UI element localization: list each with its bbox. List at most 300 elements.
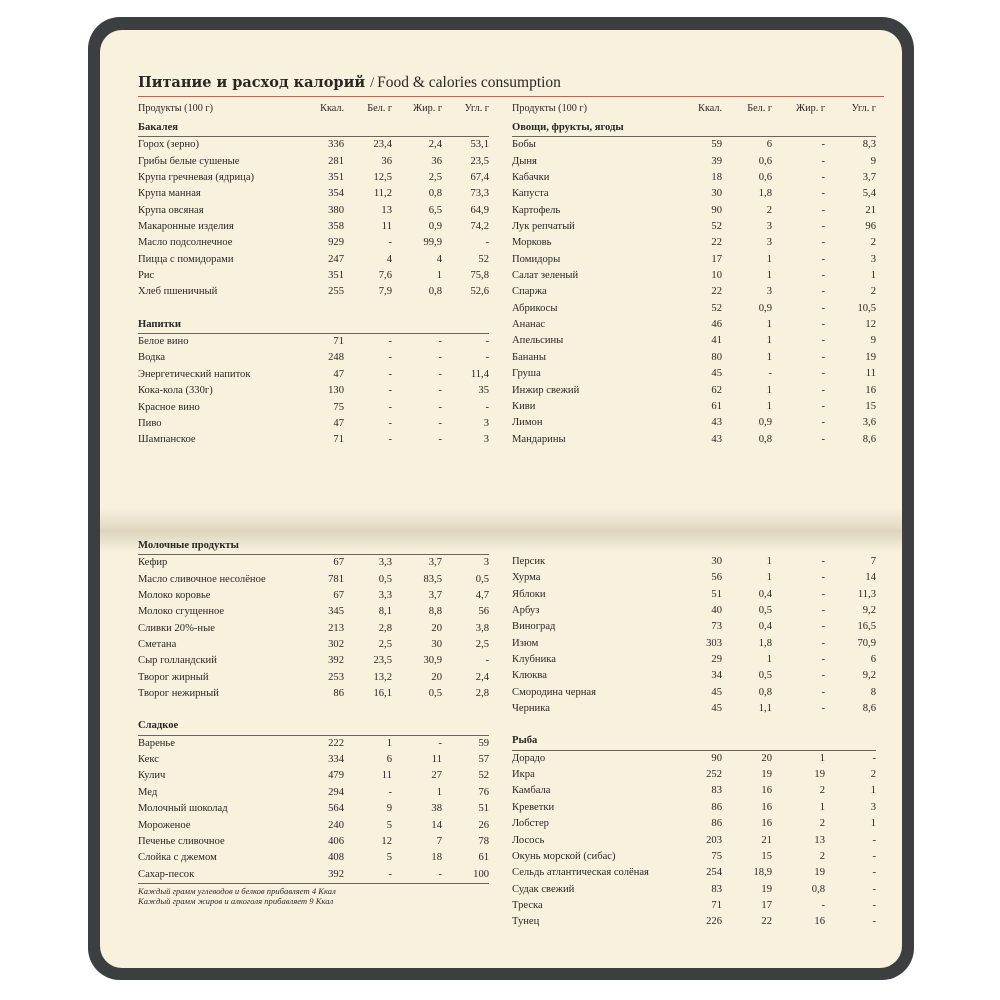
table-row <box>512 914 876 930</box>
protein-value: 3,3 <box>378 590 392 602</box>
section-spacer <box>138 301 489 317</box>
carbs-value: 57 <box>478 754 490 766</box>
protein-value: 7,6 <box>378 270 392 282</box>
product-name: Печенье сливочное <box>138 835 225 847</box>
carbs-value: 3 <box>870 801 876 813</box>
product-name: Помидоры <box>512 253 561 265</box>
product-name: Бобы <box>512 139 536 151</box>
carbs-value: - <box>872 883 876 895</box>
product-name: Лук репчатый <box>512 221 575 233</box>
carbs-value: 3,6 <box>862 417 876 429</box>
table-row <box>512 833 876 849</box>
protein-value: 8,1 <box>378 606 392 618</box>
kcal-value: 247 <box>328 253 344 265</box>
product-name: Треска <box>512 899 543 911</box>
fat-value: 4 <box>436 253 442 265</box>
table-row <box>512 554 876 570</box>
section-spacer <box>512 717 876 733</box>
section-header-row <box>138 120 489 137</box>
product-name: Ананас <box>512 319 546 331</box>
protein-value: 0,4 <box>758 588 772 600</box>
protein-value: 2 <box>766 204 772 216</box>
fat-value: - <box>821 433 825 445</box>
table-row <box>138 735 489 752</box>
product-name: Груша <box>512 368 541 380</box>
kcal-value: 45 <box>711 368 722 380</box>
kcal-value: 255 <box>328 286 344 298</box>
kcal-value: 62 <box>711 384 722 396</box>
protein-value: 5 <box>386 819 392 831</box>
fat-value: - <box>438 336 442 348</box>
carbs-value: - <box>485 237 489 249</box>
section-header-row <box>512 120 876 137</box>
kcal-value: 86 <box>333 688 344 700</box>
carbs-value: 9 <box>870 155 876 167</box>
product-name: Апельсины <box>512 335 564 347</box>
kcal-value: 52 <box>711 221 722 233</box>
carbs-value: 3 <box>483 417 489 429</box>
kcal-value: 392 <box>328 655 344 667</box>
table-row <box>512 137 876 154</box>
table-row <box>138 268 489 284</box>
fat-value: 2 <box>819 850 825 862</box>
product-name: Пиво <box>138 417 162 429</box>
kcal-value: 392 <box>328 868 344 880</box>
carbs-value: - <box>872 850 876 862</box>
col-header-fat: Жир. г <box>796 103 825 114</box>
carbs-value: 100 <box>473 868 490 880</box>
table-row <box>138 137 489 154</box>
product-name: Крупа овсяная <box>138 204 204 216</box>
protein-value: 2,8 <box>378 622 392 634</box>
carbs-value: 16,5 <box>857 621 876 633</box>
kcal-value: 67 <box>333 590 344 602</box>
protein-value: 19 <box>761 769 772 781</box>
product-name: Мед <box>138 786 158 798</box>
product-name: Масло сливочное несолёное <box>138 573 266 585</box>
section-spacer <box>512 538 876 554</box>
carbs-value: - <box>485 401 489 413</box>
fat-value: - <box>821 221 825 233</box>
product-name: Лимон <box>512 417 543 429</box>
product-name: Белое вино <box>138 336 189 348</box>
kcal-value: 61 <box>711 400 722 412</box>
kcal-value: 47 <box>333 417 344 429</box>
col-header-fat: Жир. г <box>413 103 442 114</box>
fat-value: - <box>821 572 825 584</box>
protein-value: 12,5 <box>373 172 392 184</box>
protein-value: 1 <box>766 351 772 363</box>
protein-value: 6 <box>766 139 772 151</box>
kcal-value: 781 <box>328 573 344 585</box>
product-name: Творог нежирный <box>138 688 219 700</box>
table-row <box>138 400 489 416</box>
protein-value: 15 <box>761 850 772 862</box>
carbs-value: 73,3 <box>470 188 489 200</box>
table-row <box>138 604 489 620</box>
page-header <box>138 72 884 97</box>
table-row <box>512 203 876 219</box>
kcal-value: 30 <box>711 188 722 200</box>
kcal-value: 408 <box>328 852 344 864</box>
table-row <box>512 685 876 701</box>
section-spacer <box>138 702 489 718</box>
title-english: Food & calories consumption <box>377 74 561 91</box>
kcal-value: 226 <box>706 916 722 928</box>
table-row <box>512 432 876 448</box>
fat-value: 27 <box>431 770 442 782</box>
carbs-value: 5,4 <box>862 188 876 200</box>
kcal-value: 929 <box>328 237 344 249</box>
product-name: Шампанское <box>138 434 196 446</box>
carbs-value: 52 <box>478 253 489 265</box>
table-row <box>138 867 489 883</box>
fat-value: - <box>821 155 825 167</box>
table-row <box>138 186 489 202</box>
protein-value: 16 <box>761 801 772 813</box>
product-name: Красное вино <box>138 401 200 413</box>
product-name: Молоко сгущенное <box>138 606 225 618</box>
fat-value: 7 <box>436 835 442 847</box>
protein-value: 2,5 <box>378 639 392 651</box>
section-title: Молочные продукты <box>138 538 489 555</box>
kcal-value: 59 <box>711 139 722 151</box>
table-row <box>512 882 876 898</box>
table-row <box>138 818 489 834</box>
fat-value: - <box>821 270 825 282</box>
protein-value: 0,9 <box>758 417 772 429</box>
col-header-carbs: Угл. г <box>851 103 876 114</box>
fat-value: 8,8 <box>428 606 442 618</box>
fat-value: - <box>821 556 825 567</box>
product-name: Слойка с джемом <box>138 852 217 864</box>
carbs-value: 11,4 <box>470 368 489 380</box>
carbs-value: 52 <box>478 770 490 782</box>
kcal-value: 354 <box>328 188 344 200</box>
product-name: Сахар-песок <box>138 868 195 880</box>
table-right-top <box>512 98 876 448</box>
fat-value: 38 <box>431 803 442 815</box>
fat-value: - <box>438 868 442 880</box>
carbs-value: 3 <box>870 253 876 265</box>
product-name: Персик <box>512 556 546 567</box>
table-row <box>512 750 876 767</box>
col-header-protein: Бел. г <box>747 103 772 114</box>
kcal-value: 213 <box>328 622 344 634</box>
table-row <box>512 767 876 783</box>
table-row <box>512 284 876 300</box>
carbs-value: 2 <box>870 237 876 249</box>
fat-value: 3,7 <box>428 590 442 602</box>
kcal-value: 67 <box>333 557 344 569</box>
fat-value: - <box>821 605 825 617</box>
table-row <box>512 816 876 832</box>
fat-value: - <box>821 621 825 633</box>
table-row <box>138 588 489 604</box>
kcal-value: 303 <box>706 637 722 649</box>
carbs-value: 0,5 <box>475 573 490 585</box>
carbs-value: 8,6 <box>862 433 876 445</box>
fat-value: 18 <box>431 852 442 864</box>
fat-value: - <box>438 417 442 429</box>
kcal-value: 281 <box>328 155 344 167</box>
carbs-value: 9,2 <box>862 670 876 682</box>
protein-value: 17 <box>761 899 772 911</box>
fat-value: - <box>821 400 825 412</box>
table-row <box>512 170 876 186</box>
product-name: Виноград <box>512 621 556 633</box>
section-header-row <box>138 538 489 555</box>
protein-value: 23,5 <box>373 655 392 667</box>
fat-value: - <box>821 204 825 216</box>
kcal-value: 86 <box>711 818 722 830</box>
table-row <box>512 898 876 914</box>
protein-value: 3 <box>766 286 772 298</box>
carbs-value: 11 <box>865 368 876 380</box>
protein-value: - <box>388 868 392 880</box>
table-row <box>512 636 876 652</box>
product-name: Пицца с помидорами <box>138 253 234 265</box>
carbs-value: 2,4 <box>475 671 490 683</box>
product-name: Варенье <box>138 737 175 749</box>
fat-value: 36 <box>431 155 442 167</box>
carbs-value: 76 <box>478 786 490 798</box>
table-row <box>512 800 876 816</box>
fat-value: - <box>821 172 825 184</box>
kcal-value: 80 <box>711 351 722 363</box>
col-header-protein: Бел. г <box>367 103 392 114</box>
product-name: Клубника <box>512 654 556 666</box>
table-row <box>512 603 876 619</box>
kcal-value: 130 <box>328 385 344 397</box>
protein-value: - <box>388 401 392 413</box>
carbs-value: 15 <box>865 400 876 412</box>
table-left-bottom <box>138 538 489 906</box>
col-header-product: Продукты (100 г) <box>512 103 587 114</box>
table-row <box>138 621 489 637</box>
protein-value: 7,9 <box>378 286 392 298</box>
fat-value: 2,4 <box>428 139 442 151</box>
carbs-value: 2,5 <box>475 639 490 651</box>
fat-value: 13 <box>814 834 825 846</box>
fat-value: - <box>821 703 825 715</box>
kcal-value: 47 <box>333 368 344 380</box>
table-row <box>138 154 489 170</box>
carbs-value: - <box>872 916 876 928</box>
kcal-value: 17 <box>711 253 722 265</box>
kcal-value: 10 <box>711 270 722 282</box>
section-header-row <box>138 317 489 334</box>
fat-value: - <box>821 417 825 429</box>
table-row <box>138 785 489 801</box>
product-name: Рис <box>138 270 155 282</box>
product-name: Лосось <box>512 834 545 846</box>
kcal-value: 18 <box>711 172 722 184</box>
table-header-row <box>138 98 489 120</box>
fat-value: - <box>821 351 825 363</box>
kcal-value: 222 <box>328 737 344 749</box>
table-row <box>512 235 876 251</box>
product-name: Сыр голландский <box>138 655 217 667</box>
kcal-value: 45 <box>711 703 722 715</box>
fat-value: 11 <box>431 754 442 766</box>
protein-value: 19 <box>761 883 772 895</box>
section-header-row <box>512 733 876 750</box>
table-row <box>138 637 489 653</box>
notebook-page <box>100 30 902 968</box>
protein-value: 11 <box>381 770 392 782</box>
protein-value: 23,4 <box>373 139 392 151</box>
kcal-value: 351 <box>328 270 344 282</box>
protein-value: - <box>388 434 392 446</box>
protein-value: 18,9 <box>753 867 772 879</box>
product-name: Окунь морской (сибас) <box>512 850 616 862</box>
product-name: Творог жирный <box>138 671 209 683</box>
carbs-value: 52,6 <box>470 286 489 298</box>
table-row <box>138 801 489 817</box>
kcal-value: 240 <box>328 819 344 831</box>
kcal-value: 294 <box>328 786 344 798</box>
table-row <box>138 203 489 219</box>
table-row <box>138 367 489 383</box>
product-name: Кулич <box>138 770 166 782</box>
protein-value: - <box>768 368 772 380</box>
protein-value: 4 <box>386 253 392 265</box>
protein-value: 1 <box>766 335 772 347</box>
table-row <box>138 653 489 669</box>
protein-value: 0,4 <box>758 621 772 633</box>
table-row <box>512 701 876 717</box>
carbs-value: 21 <box>865 204 876 216</box>
note-line: Каждый грамм углеводов и белков прибавляет 4 Ккал <box>138 885 336 896</box>
fat-value: - <box>821 588 825 600</box>
fat-value: 0,5 <box>428 688 442 700</box>
fat-value: - <box>821 654 825 666</box>
table-row <box>138 752 489 768</box>
protein-value: 1 <box>766 400 772 412</box>
table-row <box>512 652 876 668</box>
carbs-value: 9,2 <box>862 605 876 617</box>
fat-value: - <box>821 302 825 314</box>
fat-value: 14 <box>431 819 442 831</box>
protein-value: 1 <box>766 654 772 666</box>
table-row <box>138 170 489 186</box>
carbs-value: 12 <box>865 319 876 331</box>
protein-value: 1 <box>766 270 772 282</box>
protein-value: 0,8 <box>758 686 772 698</box>
protein-value: 0,9 <box>758 302 772 314</box>
protein-value: 5 <box>386 852 392 864</box>
fat-value: - <box>821 686 825 698</box>
product-name: Мороженое <box>138 819 191 831</box>
product-name: Спаржа <box>512 286 547 298</box>
product-name: Камбала <box>512 785 551 797</box>
kcal-value: 43 <box>711 433 722 445</box>
section-title: Бакалея <box>138 120 489 137</box>
kcal-value: 71 <box>333 336 344 348</box>
carbs-value: 3,7 <box>862 172 876 184</box>
product-name: Дыня <box>512 155 537 167</box>
kcal-value: 564 <box>328 803 344 815</box>
protein-value: 21 <box>761 834 772 846</box>
carbs-value: 8 <box>870 686 876 698</box>
kcal-value: 22 <box>711 237 722 249</box>
fat-value: - <box>821 335 825 347</box>
product-name: Капуста <box>512 188 549 200</box>
fat-value: - <box>821 188 825 200</box>
product-name: Крупа гречневая (ядрица) <box>138 172 255 184</box>
protein-value: 16,1 <box>373 688 392 700</box>
protein-value: - <box>388 385 392 397</box>
product-name: Сметана <box>138 639 177 651</box>
carbs-value: 7 <box>870 556 876 567</box>
fat-value: 19 <box>814 867 825 879</box>
carbs-value: 16 <box>865 384 876 396</box>
kcal-value: 351 <box>328 172 344 184</box>
kcal-value: 203 <box>706 834 722 846</box>
product-name: Тунец <box>512 916 540 928</box>
fat-value: - <box>438 352 442 364</box>
protein-value: 1 <box>766 572 772 584</box>
carbs-value: 11,3 <box>857 588 876 600</box>
fat-value: - <box>821 139 825 151</box>
table-row <box>138 768 489 784</box>
product-name: Киви <box>512 400 536 412</box>
fat-value: 2 <box>819 818 825 830</box>
kcal-value: 302 <box>328 639 344 651</box>
product-name: Кекс <box>138 754 159 766</box>
carbs-value: 51 <box>478 803 490 815</box>
fat-value: 3,7 <box>428 557 442 569</box>
carbs-value: 6 <box>870 654 876 666</box>
protein-value: - <box>388 237 392 249</box>
carbs-value: 53,1 <box>470 139 489 151</box>
kcal-value: 380 <box>328 204 344 216</box>
table-row <box>138 235 489 251</box>
product-name: Салат зеленый <box>512 270 579 282</box>
product-name: Мандарины <box>512 433 566 445</box>
table-row <box>512 219 876 235</box>
carbs-value: 10,5 <box>857 302 876 314</box>
product-name: Инжир свежий <box>512 384 580 396</box>
table-row <box>512 399 876 415</box>
fat-value: - <box>821 368 825 380</box>
kcal-value: 73 <box>711 621 722 633</box>
kcal-value: 406 <box>328 835 344 847</box>
kcal-value: 52 <box>711 302 722 314</box>
protein-value: - <box>388 352 392 364</box>
table-row <box>138 334 489 351</box>
protein-value: 20 <box>761 752 772 764</box>
protein-value: 9 <box>386 803 392 815</box>
product-name: Клюква <box>512 670 547 682</box>
table-header-row <box>512 98 876 120</box>
carbs-value: 1 <box>870 270 876 282</box>
table-row <box>512 415 876 431</box>
product-name: Хурма <box>512 572 541 584</box>
protein-value: 13 <box>381 204 392 216</box>
kcal-value: 40 <box>711 605 722 617</box>
carbs-value: 56 <box>478 606 490 618</box>
table-row <box>138 670 489 686</box>
table-row <box>138 686 489 702</box>
col-header-kcal: Ккал. <box>320 103 344 114</box>
table-left-top <box>138 98 489 449</box>
table-row <box>512 849 876 865</box>
product-name: Кока-кола (330г) <box>138 385 213 397</box>
product-name: Горох (зерно) <box>138 139 199 151</box>
protein-value: 1 <box>766 556 772 567</box>
